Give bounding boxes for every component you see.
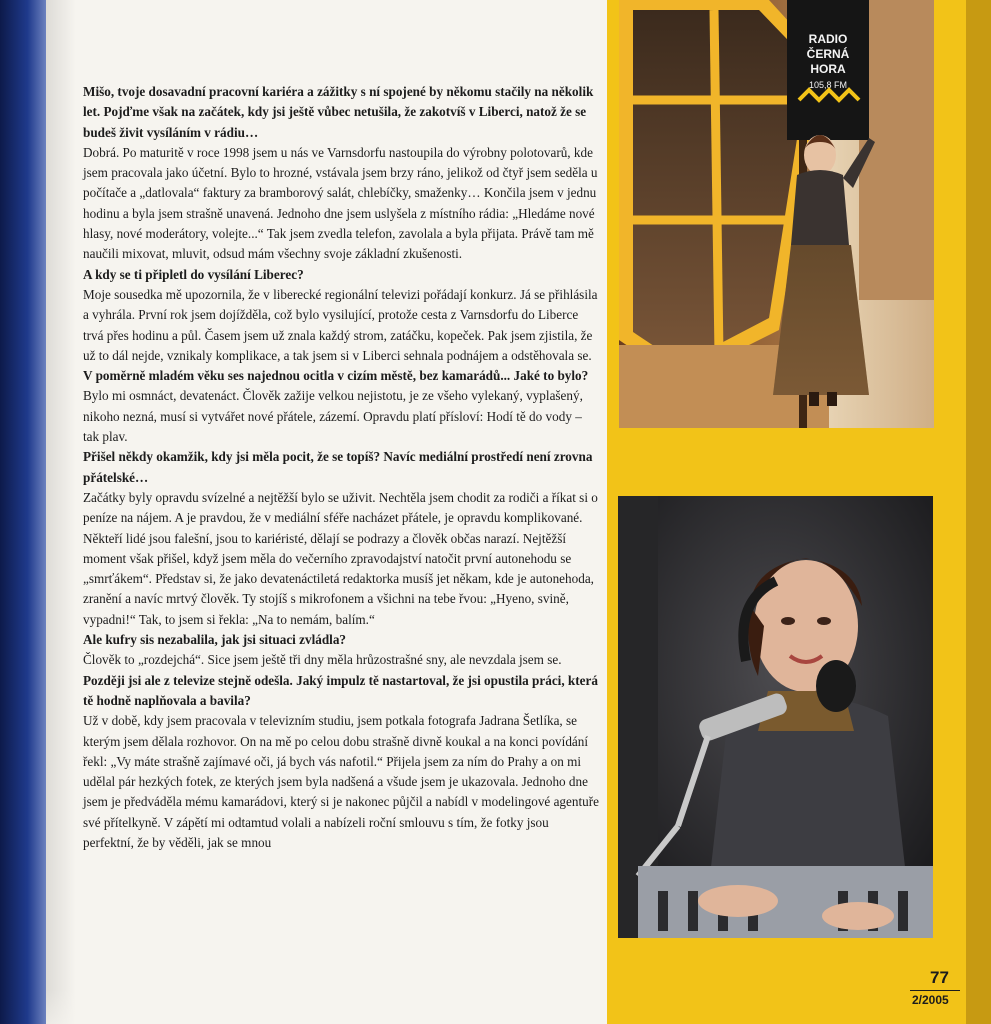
photo-radio-entrance: [619, 0, 934, 428]
answer: Člověk to „rozdejchá“. Sice jsem ještě tři dny měla hrůzostrašné sny, ale nevzdala jsem se.: [83, 652, 562, 668]
question: V poměrně mladém věku ses najednou ocitla v cizím městě, bez kamarádů... Jaké to bylo?: [83, 368, 589, 384]
binding-spine: [0, 0, 46, 1024]
article-text: [83, 82, 599, 853]
answer: Už v době, kdy jsem pracovala v televizním studiu, jsem potkala fotografa Jadrana Šetlíka, se kterým jsem dělala rozhovor. On na mě po celou dobu strašně divně koukal a na konci povídání řekl: „Vy máte strašně zajímavé oči, já bych vás nafotil.“ Přijela jsem za ním do Prahy a on mi udělal pár hezkých fotek, ze kterých jsem byla nadšená a všude jsem je ukazovala. Jednoho dne jsem je předváděla mému kamarádovi, který si je nakonec půjčil a nabídl v modelingové agentuře své přítelkyně. V zápětí mi odtamtud volali a nabízeli roční smlouvu s tím, že fotky jsou perfektní, že by věděli, jak se mnou: [83, 713, 599, 850]
question: Přišel někdy okamžik, kdy jsi měla pocit, že se topíš? Navíc mediální prostředí není zrovna přátelské…: [83, 449, 593, 485]
page-shadow: [46, 0, 76, 1024]
footer-divider: [910, 990, 960, 991]
photo-radio-studio: [618, 496, 933, 938]
yellow-band-edge: [966, 0, 991, 1024]
question: A kdy se ti připletl do vysílání Liberec?: [83, 266, 304, 282]
mixing-console: [638, 866, 933, 938]
radio-sign-line3: HORA: [810, 62, 846, 76]
answer: Moje sousedka mě upozornila, že v liberecké regionální televizi pořádají konkurz. Já se přihlásila a vyhrála. První rok jsem dojížděla, což bylo vysilující, protože cesta z Varnsdorfu do Liberce trvá přes hodinu a půl. Časem jsem už znala každý strom, zatáčku, kopeček. Pak jsem zjistila, že už to dál nejde, vznikaly komplikace, a tak jsem si v Liberci sehnala podnájem a odstěhovala se.: [83, 286, 598, 363]
answer: Bylo mi osmnáct, devatenáct. Člověk zažije velkou nejistotu, je ze všeho vylekaný, vyplašený, nikoho nezná, musí si vytvářet nové přátele, zázemí. Opravdu platí přísloví: Hodí tě do vody – tak plav.: [83, 388, 583, 445]
photo-radio-entrance-illustration: [619, 0, 934, 428]
page-number: 77: [930, 968, 949, 987]
photo-radio-studio-illustration: [618, 496, 933, 938]
radio-sign-freq: 105,8 FM: [808, 80, 848, 90]
bottom-fade: [46, 990, 607, 1024]
issue-number: 2/2005: [912, 993, 949, 1007]
answer: Začátky byly opravdu svízelné a nejtěžší bylo se uživit. Nechtěla jsem chodit za rodiči a říkat si o peníze na nájem. A je pravdou, že v mediální sféře nacházet přátele, je opravdu komplikované. Někteří lidé jsou falešní, jsou to kariéristé, dělají se podrazy a člověk občas narazí. Nejtěžší moment však přišel, když jsem měla do večerního zpravodajství natočit první autonehodu se „smrťákem“. Představ si, že jako devatenáctiletá redaktorka musíš jet někam, kde je autonehoda, zranění a navíc mrtvý člověk. Ty stojíš s mikrofonem a všichni na tebe řvou: „Hyeno, svině, vypadni!“ Tak, to jsem si řekla: „Na to nemám, balím.“: [83, 489, 598, 627]
question: Mišo, tvoje dosavadní pracovní kariéra a zážitky s ní spojené by někomu stačily na několik let. Pojďme však na začátek, kdy jsi ještě vůbec netušila, že zakotvíš v Liberci, natož že se budeš živit vysíláním v rádiu…: [83, 84, 594, 140]
question: Později jsi ale z televize stejně odešla. Jaký impulz tě nastartoval, že jsi opustila práci, která tě hodně naplňovala a bavila?: [83, 672, 598, 708]
answer: Dobrá. Po maturitě v roce 1998 jsem u nás ve Varnsdorfu nastoupila do výrobny polotovarů, kde jsem pracovala jako účetní. Bylo to hrozné, vstávala jsem brzy ráno, jelikož od čtyř jsem seděla u počítače a „datlovala“ faktury za bramborový salát, chlebíčky, smaženky… Končila jsem v jednu hodinu a byla jsem strašně unavená. Jednoho dne jsem uslyšela z místního rádia: „Hledáme nové hlasy, nové moderátory, volejte...“ Tak jsem zvedla telefon, zavolala a byla přijata. Právě tam mě naučili mixovat, mluvit, odsud mám všechny svoje základní zkušenosti.: [83, 144, 598, 262]
question: Ale kufry sis nezabalila, jak jsi situaci zvládla?: [83, 632, 347, 648]
radio-sign-line2: ČERNÁ: [806, 47, 850, 61]
radio-sign-line1: RADIO: [808, 32, 848, 46]
